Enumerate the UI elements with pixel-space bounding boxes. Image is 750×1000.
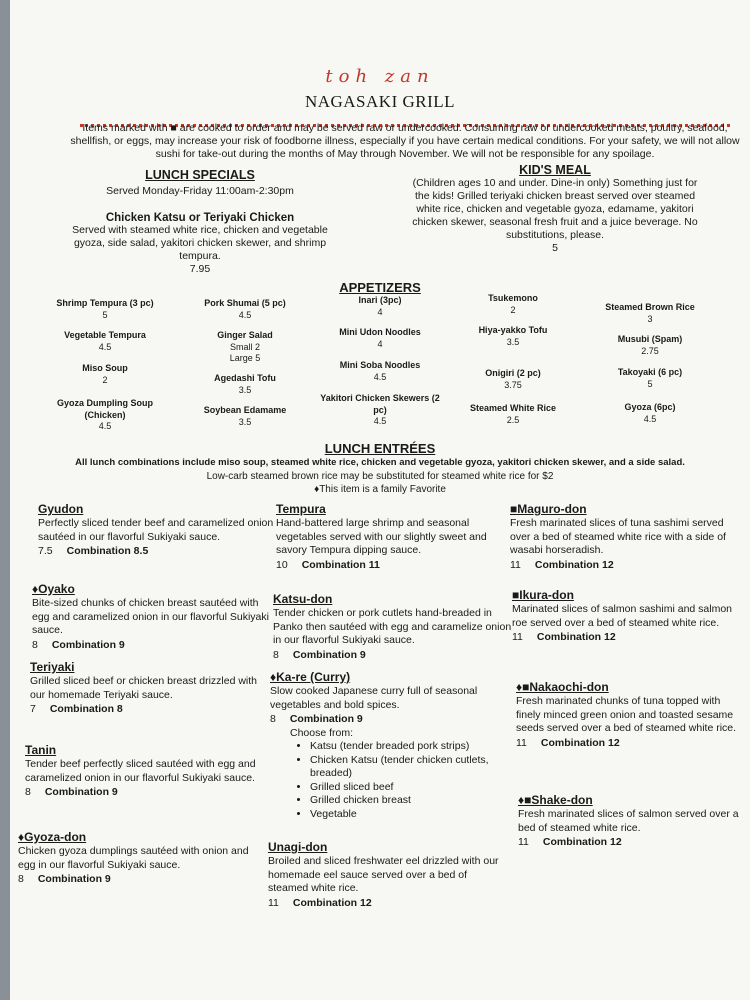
curry-option: • Katsu (tender breaded pork strips) — [310, 740, 510, 754]
appetizer-item: Yakitori Chicken Skewers (2 pc) 4.5 — [320, 393, 440, 426]
appetizers-title: APPETIZERS — [339, 280, 421, 295]
kids-meal-price: 5 — [552, 242, 558, 254]
entree-item: Gyudon Perfectly sliced tender beef and caramelized onion sautéed in our flavorful Sukiyaki sauce. 7.5 Combination 8.5 — [38, 502, 274, 557]
entree-item: ♦Oyako Bite-sized chunks of chicken breast sautéed with egg and caramelized onion in our flavorful Sukiyaki sauce. 8 Combination 9 — [32, 582, 269, 651]
appetizer-item: Soybean Edamame 3.5 — [203, 405, 287, 427]
curry-option: • Vegetable — [310, 808, 510, 822]
appetizer-item: Tsukemono 2 — [488, 293, 538, 315]
menu-page — [10, 0, 750, 1000]
appetizer-item: Agedashi Tofu 3.5 — [214, 373, 276, 395]
appetizer-item: Musubi (Spam) 2.75 — [617, 334, 683, 356]
entree-item: ♦■Nakaochi-don Fresh marinated chunks of tuna topped with finely minced green onion and toasted sesame seeds served over a bed of steamed white rice. 11 Combination 12 — [516, 680, 737, 749]
appetizer-item: Onigiri (2 pc) 3.75 — [485, 368, 541, 390]
appetizer-item: Mini Udon Noodles 4 — [339, 327, 421, 349]
lunch-special-price: 7.95 — [189, 263, 211, 275]
brand-logo-text: toh zan — [325, 66, 435, 87]
curry-choose-label: Choose from: — [290, 726, 354, 739]
entree-item: ♦Gyoza-don Chicken gyoza dumplings sautéed with onion and egg in our flavorful Sukiyaki sauce. 8 Combination 9 — [18, 830, 249, 885]
kids-meal-description: (Children ages 10 and under. Dine-in only) Something just for the kids! Grilled teriyaki chicken breast served over steamed white rice, chicken and vegetable gyoza, edamame, yakitori chicken skewer, seasonal fresh fruit and a juice beverage. No substitutions, please. — [412, 177, 698, 241]
entree-item: Tanin Tender beef perfectly sliced sautéed with egg and caramelized onion in our flavorful Sukiyaki sauce. 8 Combination 9 — [25, 743, 256, 798]
appetizer-item: Hiya-yakko Tofu 3.5 — [478, 325, 548, 347]
appetizer-item: Gyoza Dumpling Soup (Chicken) 4.5 — [57, 398, 153, 431]
entree-item: Tempura Hand-battered large shrimp and seasonal vegetables served with our slightly sweet and savory Tempura dipping sauce. 10 Combination 11 — [276, 502, 487, 571]
appetizer-item: Shrimp Tempura (3 pc) 5 — [56, 298, 154, 320]
kids-meal — [405, 163, 705, 255]
entree-item: ■Maguro-don Fresh marinated slices of tuna sashimi served over a bed of steamed white rice with a side of wasabi horseradish. 11 Combination 12 — [510, 502, 726, 571]
restaurant-name: NAGASAKI GRILL — [304, 92, 456, 111]
food-safety-notice: Items marked with ■ are cooked to order and may be served raw or undercooked. Consuming raw or undercooked meats, poultry, seafood, shellfish, or eggs, may increase your risk of foodborne illness, especially if you have certain medical conditions. For your safety, we will not allow sushi for take-out during the months of May through November. We will not be responsible for any spoilage. — [70, 122, 740, 160]
appetizer-item: Miso Soup 2 — [82, 363, 128, 385]
entree-item: ♦Ka-re (Curry) Slow cooked Japanese curry full of seasonal vegetables and bold spices. 8 Combination 9 Choose from: • Katsu (tender breaded pork strips) • Chicken Katsu (tender chicken cutlets, breaded) • Grilled sliced beef • Grilled chicken breast • Vegetable — [270, 670, 510, 821]
appetizer-item: Mini Soba Noodles 4.5 — [339, 360, 421, 382]
curry-options-list — [270, 740, 510, 821]
entrees-includes-note: All lunch combinations include miso soup, steamed white rice, chicken and vegetable gyoza, yakitori chicken skewer, and a side salad. — [75, 457, 685, 468]
lunch-specials-hours: Served Monday-Friday 11:00am-2:30pm — [106, 185, 294, 197]
brown-rice-note: Low-carb steamed brown rice may be substituted for steamed white rice for $2 — [206, 471, 554, 482]
lunch-special-description: Served with steamed white rice, chicken and vegetable gyoza, side salad, yakitori chicken skewer, and shrimp tempura. — [72, 224, 328, 262]
appetizer-item: Takoyaki (6 pc) 5 — [617, 367, 683, 389]
entree-item: Unagi-don Broiled and sliced freshwater eel drizzled with our homemade eel sauce served over a bed of steamed white rice. 11 Combination 12 — [268, 840, 499, 909]
entree-item: ■Ikura-don Marinated slices of salmon sashimi and salmon roe served over a bed of steamed white rice. 11 Combination 12 — [512, 588, 733, 643]
curry-option: • Grilled chicken breast — [310, 794, 510, 808]
family-favorite-note: ♦This item is a family Favorite — [314, 484, 446, 495]
lunch-entrees-title: LUNCH ENTRÉES — [324, 441, 436, 456]
kids-meal-title: KID'S MEAL — [519, 163, 591, 177]
appetizer-item: Steamed White Rice 2.5 — [469, 403, 557, 425]
appetizer-item: Vegetable Tempura 4.5 — [64, 330, 146, 352]
entree-item: Katsu-don Tender chicken or pork cutlets hand-breaded in Panko then sautéed with egg and caramelize onion in our flavorful Sukiyaki sauce. 8 Combination 9 — [273, 592, 512, 661]
appetizer-item: Ginger Salad Small 2 Large 5 — [217, 330, 273, 363]
curry-option: • Chicken Katsu (tender chicken cutlets, breaded) — [310, 754, 510, 781]
lunch-special-name: Chicken Katsu or Teriyaki Chicken — [105, 212, 295, 224]
appetizer-item: Gyoza (6pc) 4.5 — [624, 402, 676, 424]
lunch-specials-title: LUNCH SPECIALS — [145, 168, 255, 182]
appetizer-item: Inari (3pc) 4 — [358, 295, 402, 317]
appetizer-item: Steamed Brown Rice 3 — [605, 302, 695, 324]
entree-item: Teriyaki Grilled sliced beef or chicken breast drizzled with our homemade Teriyaki sauce. 7 Combination 8 — [30, 660, 258, 715]
appetizer-item: Pork Shumai (5 pc) 4.5 — [204, 298, 286, 320]
entree-item: ♦■Shake-don Fresh marinated slices of salmon served over a bed of steamed white rice. 11 Combination 12 — [518, 793, 739, 848]
lunch-specials — [40, 168, 360, 276]
curry-option: • Grilled sliced beef — [310, 781, 510, 795]
